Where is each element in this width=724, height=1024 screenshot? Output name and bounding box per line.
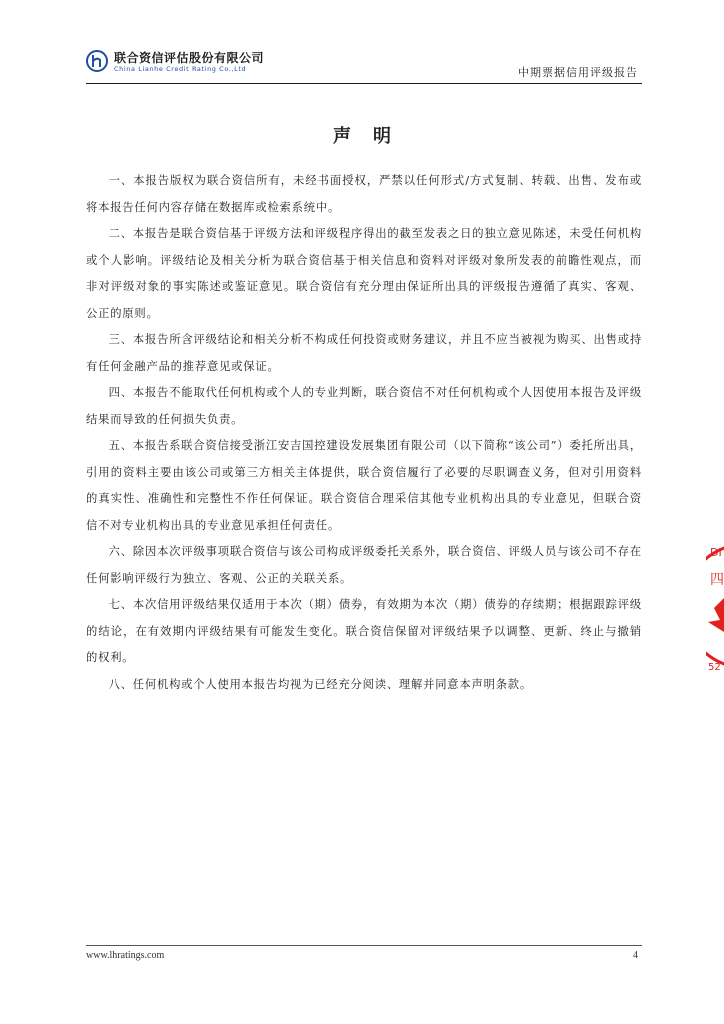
lianhe-logo-icon (86, 50, 108, 72)
statement-paragraph-2: 二、本报告是联合资信基于评级方法和评级程序得出的截至发表之日的独立意见陈述，未受任何机构或个人影响。评级结论及相关分析为联合资信基于相关信息和资料对评级对象所发表的前瞻性观点，而非对评级对象的事实陈述或鉴证意见。联合资信有充分理由保证所出具的评级报告遵循了真实、客观、公正的原则。 (86, 227, 642, 320)
page-title: 声明 (333, 126, 413, 147)
statement-body (86, 168, 642, 698)
header-divider (86, 83, 642, 84)
page-number: 4 (633, 950, 638, 961)
statement-paragraph-7: 七、本次信用评级结果仅适用于本次（期）债券，有效期为本次（期）债券的存续期；根据跟踪评级的结论，在有效期内评级结果有可能发生变化。联合资信保留对评级结果予以调整、更新、终止与撤销的权利。 (86, 598, 642, 664)
seal-stamp-icon (706, 536, 724, 676)
statement-paragraph-5: 五、本报告系联合资信接受浙江安吉国控建设发展集团有限公司（以下简称“该公司”）委托所出具，引用的资料主要由该公司或第三方相关主体提供，联合资信履行了必要的尽职调查义务，但对引用资料的真实性、准确性和完整性不作任何保证。联合资信合理采信其他专业机构出具的专业意见，但联合资信不对专业机构出具的专业意见承担任何责任。 (86, 439, 642, 532)
statement-paragraph-3: 三、本报告所含评级结论和相关分析不构成任何投资或财务建议，并且不应当被视为购买、出售或持有任何金融产品的推荐意见或保证。 (86, 333, 642, 373)
statement-paragraph-6: 六、除因本次评级事项联合资信与该公司构成评级委托关系外，联合资信、评级人员与该公司不存在任何影响评级行为独立、客观、公正的关联关系。 (86, 545, 642, 585)
statement-paragraph-8: 八、任何机构或个人使用本报告均视为已经充分阅读、理解并同意本声明条款。 (108, 677, 532, 691)
statement-paragraph-1: 一、本报告版权为联合资信所有，未经书面授权，严禁以任何形式/方式复制、转载、出售、发布或将本报告任何内容存储在数据库或检索系统中。 (86, 174, 642, 214)
statement-paragraph-4: 四、本报告不能取代任何机构或个人的专业判断，联合资信不对任何机构或个人因使用本报告及评级结果而导致的任何损失负责。 (86, 386, 642, 426)
page-header (86, 48, 642, 82)
company-name-en: China Lianhe Credit Rating Co.,Ltd (114, 65, 247, 73)
footer-website: www.lhratings.com (86, 950, 165, 961)
report-type: 中期票据信用评级报告 (518, 66, 638, 79)
svg-text:DI: DI (710, 546, 722, 559)
svg-text:52: 52 (708, 662, 721, 673)
footer-divider (86, 945, 642, 946)
svg-text:四: 四 (710, 572, 724, 588)
company-name-cn: 联合资信评估股份有限公司 (114, 51, 265, 65)
